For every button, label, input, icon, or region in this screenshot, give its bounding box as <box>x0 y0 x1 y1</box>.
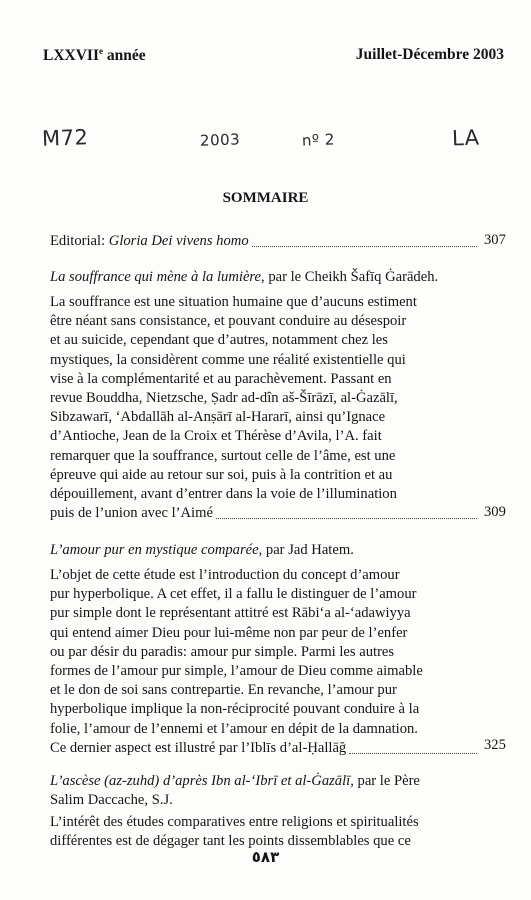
journal-date: Juillet-Décembre 2003 <box>355 46 504 63</box>
article-2-heading: L’amour pur en mystique comparée, par Jad Hatem. <box>50 542 354 558</box>
article-1-abstract: La souffrance est une situation humaine que d’aucuns estiment être néant sans consistance, et pouvant conduire au désespoir et au suicide, cependant que d’autres, notamment chez les mystiques, la considèrent comme une réalité existentielle qui vise à la complémentarité et au parachèvement. Passant en revue Bouddha, Nietzsche, Ṣadr ad-dîn aš-Šīrāzī, al-Ġazālī, Sibzawarī, ‘Abdallāh al-Anṣārī al-Hararī, ainsi qu’Ignace d’Antioche, Jean de la Croix et Thérèse d’Avila, l’A. fait remarquer que la souffrance, surtout celle de l’âme, est une épreuve qui aide au retour sur soi, puis à la contrition et au dépouillement, avant d’entrer dans la voie de l’illumination puis de l’union avec l’Aimé <box>50 293 480 523</box>
leader-dots <box>252 245 477 247</box>
leader-dots <box>349 752 477 754</box>
article-2-abstract: L’objet de cette étude est l’introduction du concept d’amour pur hyperbolique. A cet effet, il a fallu le distinguer de l’amour pur simple dont le représentant attitré est Rābi‘a al-‘adawiyya qui entend aimer Dieu pour lui-même non par peur de l’enfer ou par désir du paradis: amour pur simple. Parmi les autres formes de l’amour pur simple, l’amour de Dieu comme aimable et le don de soi sans contrepartie. En revanche, l’amour pur hyperbolique implique la non-réciprocité pouvant conduire à la folie, l’amour de l’ennemi et l’amour en dépit de la damnation. Ce dernier aspect est illustré par l’Iblīs d’al-Ḥallāğ <box>50 566 480 758</box>
handwritten-initials: LA <box>451 125 480 151</box>
article-1-page: 309 <box>484 504 506 520</box>
handwritten-year: 2003 <box>199 130 241 150</box>
leader-dots <box>216 517 477 519</box>
journal-volume: LXXVIIe année <box>43 46 146 65</box>
handwritten-number: nº 2 <box>301 130 336 150</box>
article-3-abstract: L’intérêt des études comparatives entre religions et spiritualités différentes est de dégager tant les points dissemblables que ce <box>50 814 419 850</box>
handwritten-code: M72 <box>41 125 89 151</box>
article-2-page: 325 <box>484 737 506 753</box>
footer-page-number: ٥٨٣ <box>251 848 280 866</box>
editorial-entry: Editorial: Gloria Dei vivens homo <box>50 232 480 251</box>
article-1-heading: La souffrance qui mène à la lumière, par le Cheikh Šafīq Ġarādeh. <box>50 269 439 285</box>
article-3-heading: L’ascèse (az-zuhd) d’après Ibn al-‘Ibrī et al-Ġazālī, par le Père Salim Daccache, S.J. <box>50 773 420 808</box>
editorial-page: 307 <box>484 232 506 248</box>
sommaire-title: SOMMAIRE <box>222 190 309 206</box>
